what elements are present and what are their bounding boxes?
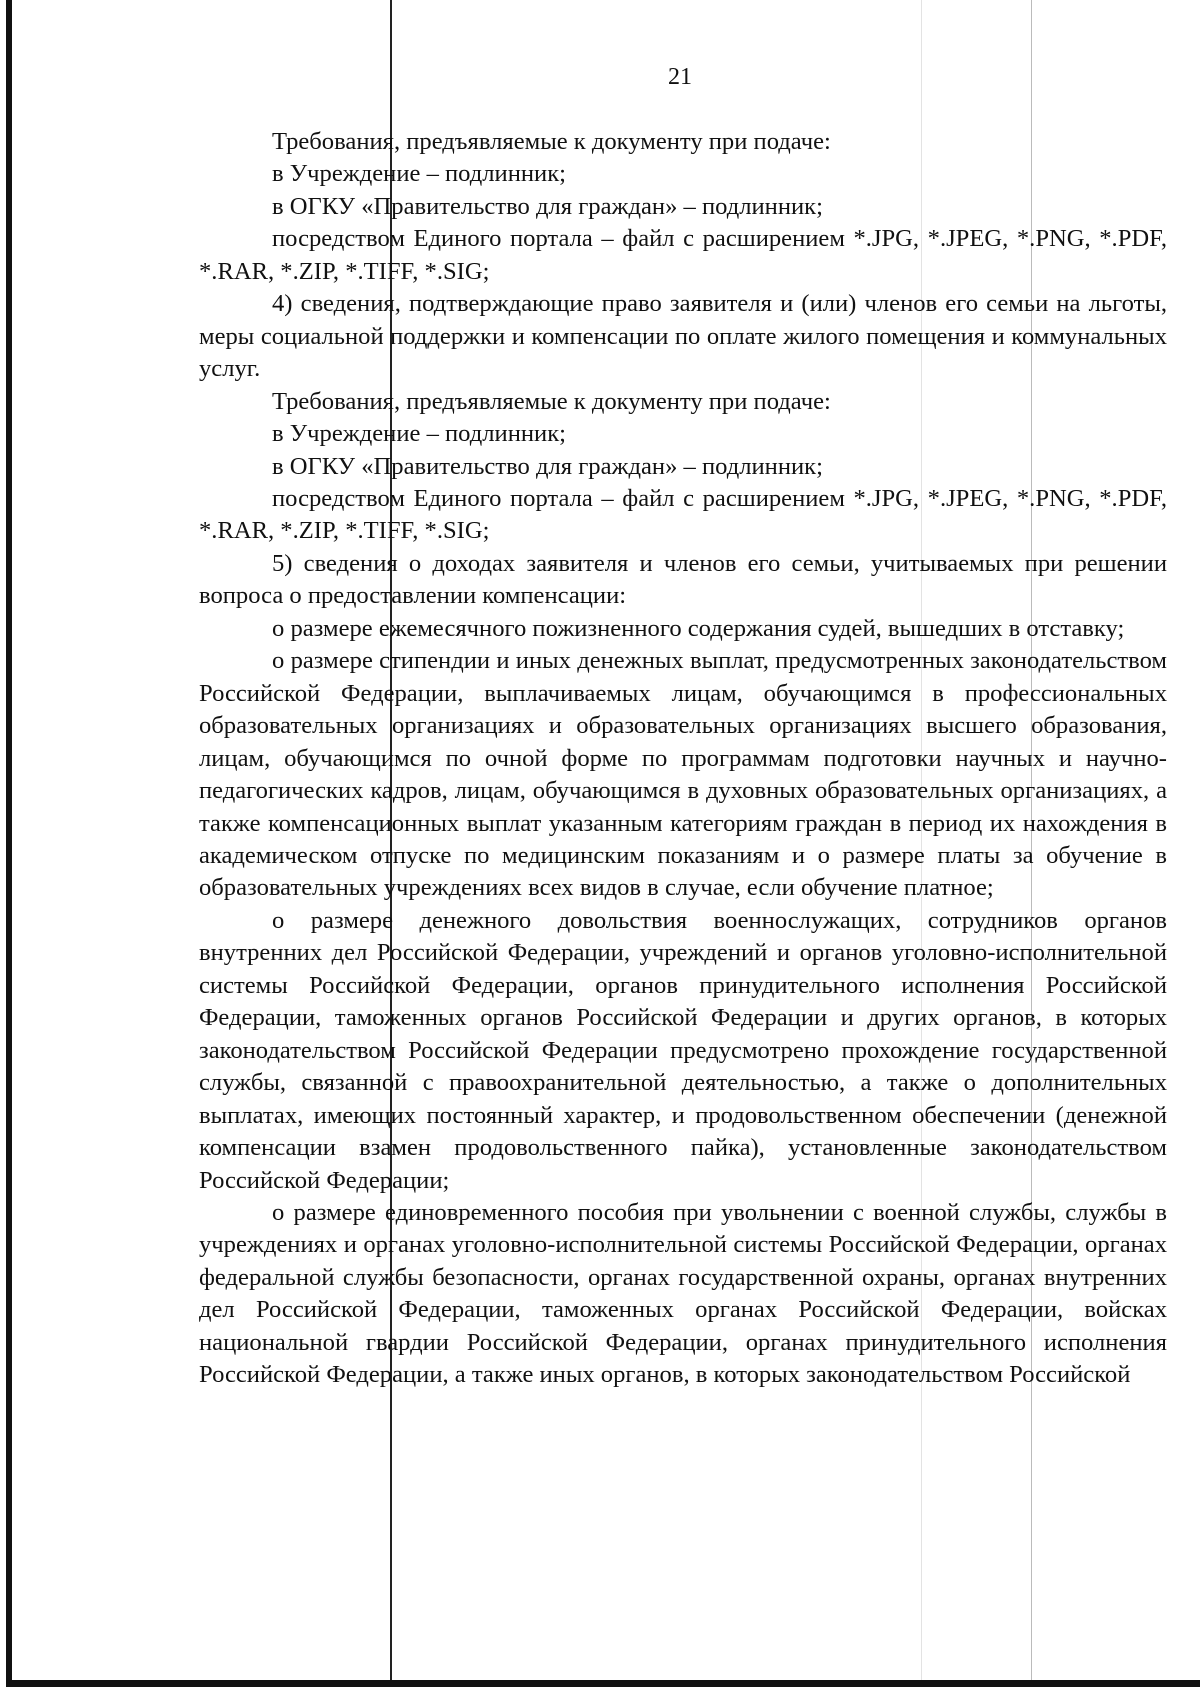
paragraph: в ОГКУ «Правительство для граждан» – подлинник; [272,452,823,480]
paragraph: 4) сведения, подтверждающие право заявителя и (или) членов его семьи на льготы, меры социальной поддержки и компенсации по оплате жилого помещения и коммунальных услуг. [199,290,1167,383]
paragraph: Требования, предъявляемые к документу при подаче: [272,387,831,415]
paragraph: Требования, предъявляемые к документу при подаче: [272,128,831,155]
paragraph: в Учреждение – подлинник; [272,420,566,448]
paragraph: о размере единовременного пособия при увольнении с военной службы, службы в учреждениях и органах уголовно-исполнительной системы Российской Федерации, органах федеральной службы безопасности, органах государственной охраны, органах внутренних дел Российской Федерации, таможенных органах Российской Федерации, войсках национальной гвардии Российской Федерации, органах принудительного исполнения Российской Федерации, а также иных органов, в которых законодательством Российской [199,1198,1167,1389]
scan-border-left [6,0,12,1686]
paragraph: посредством Единого портала – файл с расширением *.JPG, *.JPEG, *.PNG, *.PDF, *.RAR, *.ZIP, *.TIFF, *.SIG; [199,484,1167,545]
paragraph: о размере денежного довольствия военнослужащих, сотрудников органов внутренних дел Российской Федерации, учреждений и органов уголовно-исполнительной системы Российской Федерации, органов принудительного исполнения Российской Федерации, таможенных органов Российской Федерации и других органов, в которых законодательством Российской Федерации предусмотрено прохождение государственной службы, связанной с правоохранительной деятельностью, а также о дополнительных выплатах, имеющих постоянный характер, и продовольственном обеспечении (денежной компенсации взамен продовольственного пайка), установленные законодательством Российской Федерации; [199,906,1167,1194]
paragraph: о размере стипендии и иных денежных выплат, предусмотренных законодательством Российской Федерации, выплачиваемых лицам, обучающимся в профессиональных образовательных организациях и образовательных организациях высшего образования, лицам, обучающимся по очной форме по программам подготовки научных и научно-педагогических кадров, лицам, обучающимся в духовных образовательных организациях, а также компенсационных выплат указанным категориям граждан в период их нахождения в академическом отпуске по медицинским показаниям и о размере платы за обучение в образовательных учреждениях всех видов в случае, если обучение платное; [199,647,1167,902]
paragraph: о размере ежемесячного пожизненного содержания судей, вышедших в отставку; [272,614,1125,642]
paragraph: посредством Единого портала – файл с расширением *.JPG, *.JPEG, *.PNG, *.PDF, *.RAR, *.ZIP, *.TIFF, *.SIG; [199,225,1167,285]
paragraph: 5) сведения о доходах заявителя и членов его семьи, учитываемых при решении вопроса о предоставлении компенсации: [199,549,1167,610]
paragraph: в Учреждение – подлинник; [272,160,566,188]
document-body [199,126,1167,1392]
page-number: 21 [668,64,692,90]
scan-border-bottom [6,1680,1200,1687]
paragraph: в ОГКУ «Правительство для граждан» – подлинник; [272,192,823,220]
